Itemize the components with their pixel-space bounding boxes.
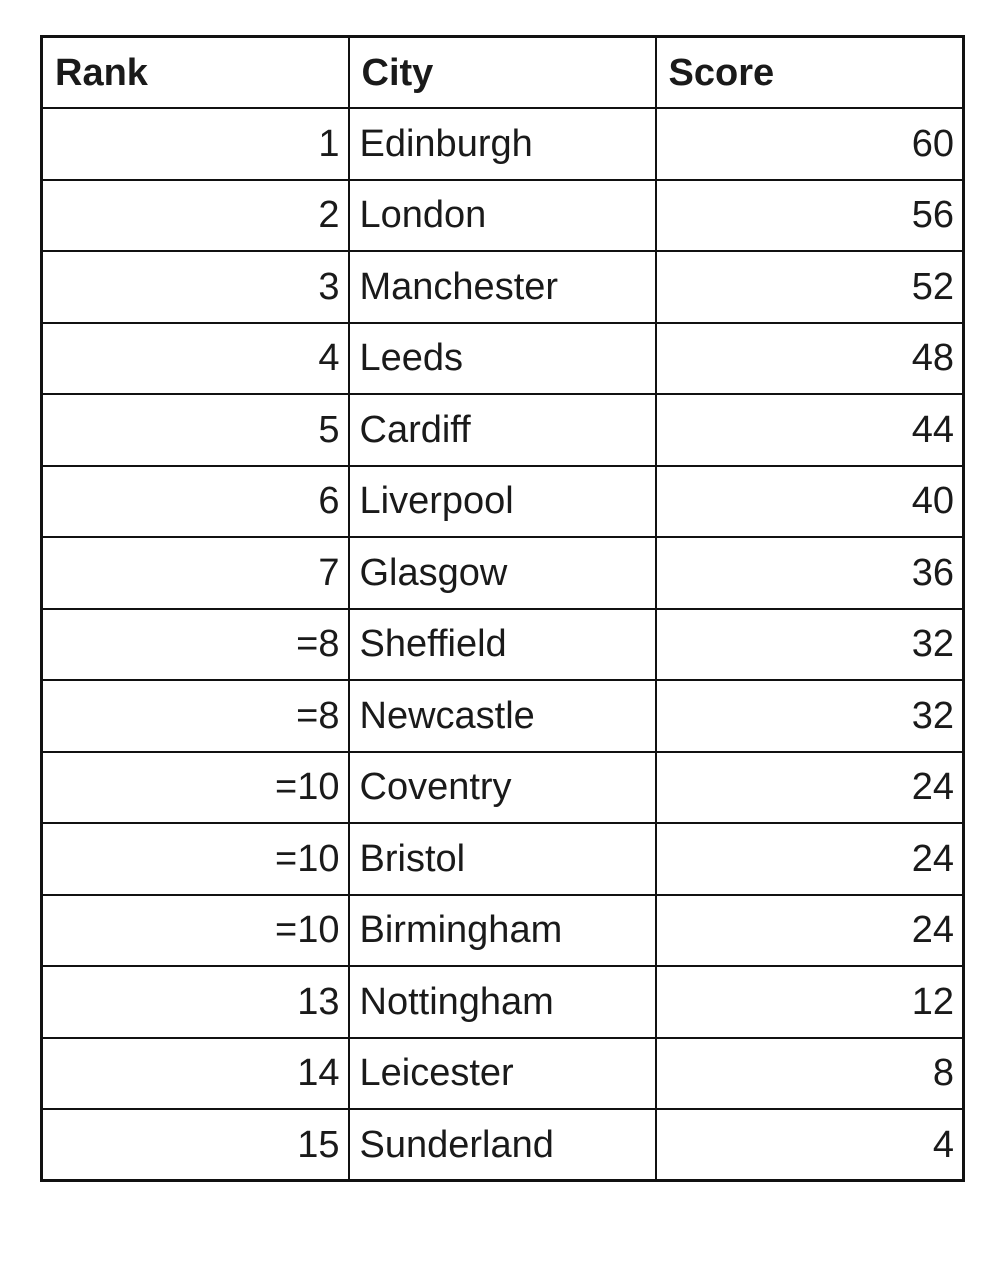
city-cell: Leeds	[349, 323, 656, 395]
table-header	[42, 37, 964, 109]
rank-cell: =10	[42, 823, 349, 895]
city-cell: London	[349, 180, 656, 252]
score-cell: 44	[656, 394, 964, 466]
rank-cell: 4	[42, 323, 349, 395]
rank-cell: 6	[42, 466, 349, 538]
city-cell: Cardiff	[349, 394, 656, 466]
table-row	[42, 966, 964, 1038]
city-cell: Coventry	[349, 752, 656, 824]
city-cell: Liverpool	[349, 466, 656, 538]
score-cell: 24	[656, 895, 964, 967]
table-row	[42, 323, 964, 395]
city-cell: Glasgow	[349, 537, 656, 609]
rank-cell: =10	[42, 895, 349, 967]
rank-cell: 5	[42, 394, 349, 466]
score-cell: 32	[656, 680, 964, 752]
city-cell: Nottingham	[349, 966, 656, 1038]
city-cell: Edinburgh	[349, 108, 656, 180]
score-cell: 24	[656, 752, 964, 824]
table-row	[42, 752, 964, 824]
city-cell: Manchester	[349, 251, 656, 323]
table-row	[42, 537, 964, 609]
rank-cell: 1	[42, 108, 349, 180]
city-cell: Newcastle	[349, 680, 656, 752]
rank-cell: =10	[42, 752, 349, 824]
score-cell: 52	[656, 251, 964, 323]
rank-cell: =8	[42, 609, 349, 681]
rank-cell: =8	[42, 680, 349, 752]
city-cell: Leicester	[349, 1038, 656, 1110]
table-row	[42, 251, 964, 323]
table-body	[42, 108, 964, 1181]
ranking-table-container	[40, 35, 962, 1182]
header-city: City	[349, 37, 656, 109]
rank-cell: 3	[42, 251, 349, 323]
score-cell: 4	[656, 1109, 964, 1181]
score-cell: 32	[656, 609, 964, 681]
rank-cell: 7	[42, 537, 349, 609]
score-cell: 60	[656, 108, 964, 180]
header-row	[42, 37, 964, 109]
score-cell: 48	[656, 323, 964, 395]
table-row	[42, 394, 964, 466]
table-row	[42, 680, 964, 752]
table-row	[42, 1109, 964, 1181]
score-cell: 8	[656, 1038, 964, 1110]
score-cell: 56	[656, 180, 964, 252]
rank-cell: 15	[42, 1109, 349, 1181]
table-row	[42, 108, 964, 180]
rank-cell: 2	[42, 180, 349, 252]
header-rank: Rank	[42, 37, 349, 109]
city-cell: Sunderland	[349, 1109, 656, 1181]
city-cell: Birmingham	[349, 895, 656, 967]
table-row	[42, 1038, 964, 1110]
score-cell: 36	[656, 537, 964, 609]
score-cell: 12	[656, 966, 964, 1038]
ranking-table	[40, 35, 965, 1182]
table-row	[42, 895, 964, 967]
score-cell: 40	[656, 466, 964, 538]
table-row	[42, 466, 964, 538]
rank-cell: 13	[42, 966, 349, 1038]
rank-cell: 14	[42, 1038, 349, 1110]
table-row	[42, 180, 964, 252]
score-cell: 24	[656, 823, 964, 895]
table-row	[42, 823, 964, 895]
header-score: Score	[656, 37, 964, 109]
table-row	[42, 609, 964, 681]
city-cell: Sheffield	[349, 609, 656, 681]
city-cell: Bristol	[349, 823, 656, 895]
